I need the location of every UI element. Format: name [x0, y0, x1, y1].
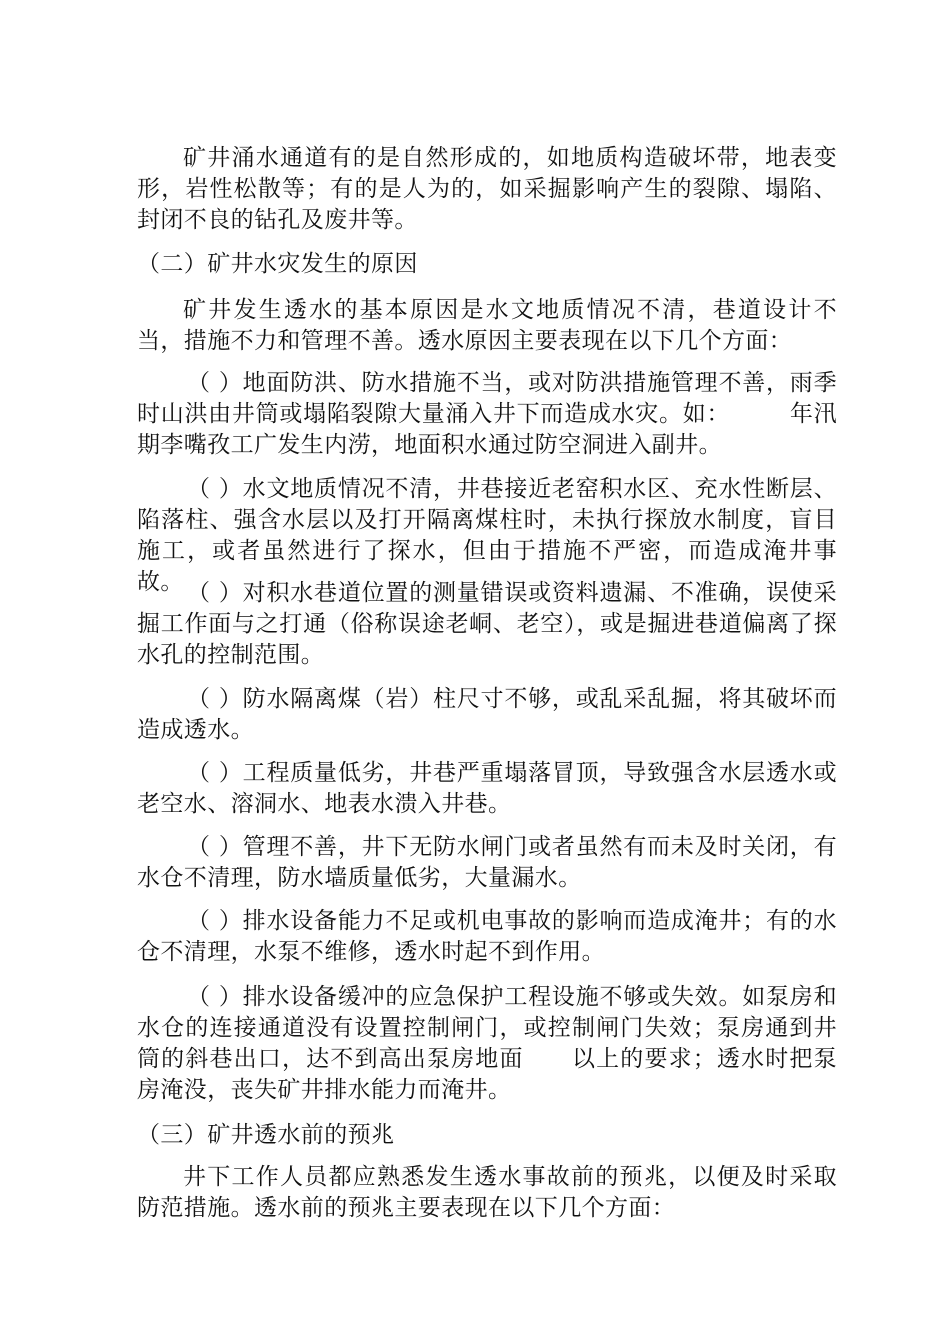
- list-item-coal-pillar: （ ）防水隔离煤（岩）柱尺寸不够，或乱采乱掘，将其破坏而造成透水。: [137, 686, 837, 743]
- section-heading-causes: （二）矿井水灾发生的原因: [137, 251, 418, 277]
- paragraph-water-channels: 矿井涌水通道有的是自然形成的，如地质构造破坏带，地表变形，岩性松散等；有的是人为的，如采掘影响产生的裂隙、塌陷、封闭不良的钻孔及废井等。: [137, 145, 837, 233]
- list-item-emergency-protection: （ ）排水设备缓冲的应急保护工程设施不够或失效。如泵房和水仓的连接通道没有设置控制闸门，或控制闸门失效；泵房通到井筒的斜巷出口，达不到高出泵房地面 以上的要求；透水时把泵房淹没，丧失矿井排水能力而淹井。: [137, 984, 837, 1103]
- paragraph-basic-causes: 矿井发生透水的基本原因是水文地质情况不清，巷道设计不当，措施不力和管理不善。透水原因主要表现在以下几个方面：: [137, 297, 837, 354]
- list-item-drainage-capacity: （ ）排水设备能力不足或机电事故的影响而造成淹井；有的水仓不清理，水泵不维修，透水时起不到作用。: [137, 908, 837, 965]
- list-item-management: （ ）管理不善，井下无防水闸门或者虽然有而未及时关闭，有水仓不清理，防水墙质量低劣，大量漏水。: [137, 834, 837, 891]
- list-item-flood-prevention: （ ）地面防洪、防水措施不当，或对防洪措施管理不善，雨季时山洪由井筒或塌陷裂隙大量涌入井下而造成水灾。如： 年汛期李嘴孜工广发生内涝，地面积水通过防空洞进入副井。: [137, 370, 837, 458]
- paragraph-warning-signs: 井下工作人员都应熟悉发生透水事故前的预兆，以便及时采取防范措施。透水前的预兆主要表现在以下几个方面：: [137, 1164, 837, 1221]
- list-item-hydrogeology: （ ）水文地质情况不清，井巷接近老窑积水区、充水性断层、陷落柱、强含水层以及打开隔离煤柱时，未执行探放水制度，盲目施工，或者虽然进行了探水，但由于措施不严密，而造成淹井事故。: [137, 476, 837, 595]
- list-item-survey-errors: （ ）对积水巷道位置的测量错误或资料遗漏、不准确，误使采掘工作面与之打通（俗称误途老峒、老空），或是掘进巷道偏离了探水孔的控制范围。: [137, 580, 837, 668]
- section-heading-warning-signs: （三）矿井透水前的预兆: [137, 1122, 395, 1148]
- list-item-engineering-quality: （ ）工程质量低劣，井巷严重塌落冒顶，导致强含水层透水或老空水、溶洞水、地表水溃入井巷。: [137, 760, 837, 817]
